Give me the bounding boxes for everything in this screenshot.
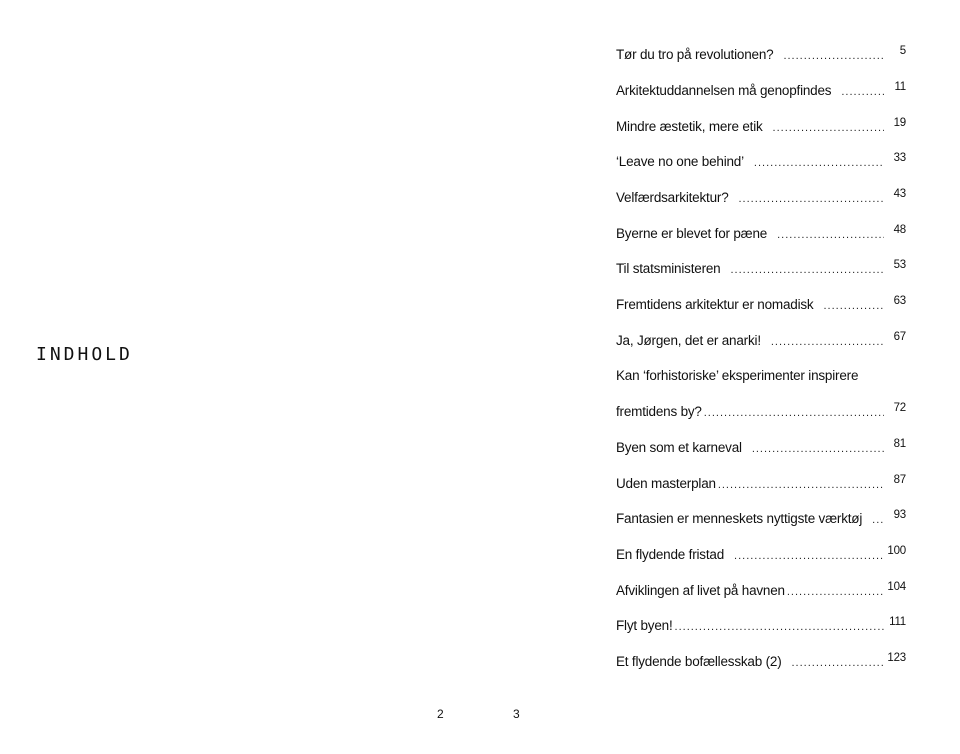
toc-entry[interactable]: [616, 330, 906, 352]
right-page-number: 3: [513, 707, 520, 721]
toc-entry-page: 53: [893, 259, 906, 271]
toc-entry-page: 123: [887, 652, 906, 664]
toc-dot-leader: [783, 45, 884, 67]
toc-entry-title: Til statsministeren: [616, 261, 721, 276]
toc-entry[interactable]: [616, 151, 906, 173]
toc-entry-title: Ja, Jørgen, det er anarki!: [616, 333, 761, 348]
toc-entry[interactable]: [616, 580, 906, 602]
toc-entry-page: 104: [887, 581, 906, 593]
toc-entry-title: Kan ‘forhistoriske’ eksperimenter inspirere: [616, 368, 859, 383]
toc-entry-title: Tør du tro på revolutionen?: [616, 47, 774, 62]
toc-dot-leader: [771, 331, 884, 353]
toc-entry[interactable]: [616, 116, 906, 138]
toc-entry[interactable]: [616, 258, 906, 280]
toc-entry-title: Mindre æstetik, mere etik: [616, 119, 763, 134]
toc-entry-title: En flydende fristad: [616, 547, 725, 562]
toc-entry[interactable]: [616, 651, 906, 673]
toc-dot-leader: [730, 259, 884, 281]
right-page: [480, 0, 960, 754]
contents-heading: INDHOLD: [36, 344, 133, 365]
toc-entry-page: 63: [893, 295, 906, 307]
toc-dot-leader: [841, 81, 884, 103]
toc-entry[interactable]: [616, 473, 906, 495]
toc-dot-leader: [739, 188, 885, 210]
toc-entry[interactable]: [616, 615, 906, 637]
toc-entry-title: Uden masterplan: [616, 476, 716, 491]
toc-entry[interactable]: [616, 80, 906, 102]
toc-entry-page: 111: [889, 616, 906, 628]
toc-entry-title: Byen som et karneval: [616, 440, 742, 455]
toc-entry-page: 43: [893, 188, 906, 200]
toc-entry-title: Afviklingen af livet på havnen: [616, 583, 785, 598]
toc-entry-page: 81: [893, 438, 906, 450]
toc-entry-page: 87: [893, 474, 906, 486]
left-page-number: 2: [437, 707, 444, 721]
toc-entry-title: ‘Leave no one behind’: [616, 154, 744, 169]
toc-dot-leader: [718, 474, 884, 496]
toc-entry[interactable]: [616, 401, 906, 423]
toc-entry[interactable]: [616, 437, 906, 459]
toc-dot-leader: [777, 224, 884, 246]
toc-entry-page: 72: [893, 402, 906, 414]
toc-entry-title: Flyt byen!: [616, 618, 673, 633]
toc-dot-leader: [787, 581, 884, 603]
toc-dot-leader: [872, 509, 884, 531]
toc-entry-page: 19: [893, 117, 906, 129]
toc-entry-continued[interactable]: [616, 365, 906, 387]
toc-entry[interactable]: [616, 44, 906, 66]
toc-dot-leader: [752, 438, 884, 460]
toc-dot-leader: [734, 545, 884, 567]
toc-entry-page: 11: [894, 81, 906, 93]
toc-entry-page: 33: [893, 152, 906, 164]
toc-entry-title: Et flydende bofællesskab (2): [616, 654, 782, 669]
toc-dot-leader: [754, 152, 884, 174]
toc-entry-page: 100: [887, 545, 906, 557]
toc-dot-leader: [675, 616, 884, 638]
toc-entry-page: 48: [893, 224, 906, 236]
toc-entry[interactable]: [616, 544, 906, 566]
toc-entry-title: Byerne er blevet for pæne: [616, 226, 768, 241]
toc-entry-title: Fantasien er menneskets nyttigste værktøj: [616, 511, 863, 526]
toc-dot-leader: [773, 117, 884, 139]
toc-entry-title: Fremtidens arkitektur er nomadisk: [616, 297, 814, 312]
toc-entry-page: 67: [893, 331, 906, 343]
toc-entry[interactable]: [616, 294, 906, 316]
toc-entry[interactable]: [616, 187, 906, 209]
toc-entry-page: 5: [899, 45, 906, 57]
toc-dot-leader: [704, 402, 884, 424]
toc-entry[interactable]: [616, 508, 906, 530]
toc-dot-leader: [823, 295, 884, 317]
toc-entry-title: Velfærdsarkitektur?: [616, 190, 729, 205]
toc-entry-title: Arkitektuddannelsen må genopfindes: [616, 83, 832, 98]
toc-entry-title: fremtidens by?: [616, 404, 702, 419]
toc-entry[interactable]: [616, 223, 906, 245]
toc-entry-page: 93: [893, 509, 906, 521]
toc-dot-leader: [792, 652, 885, 674]
